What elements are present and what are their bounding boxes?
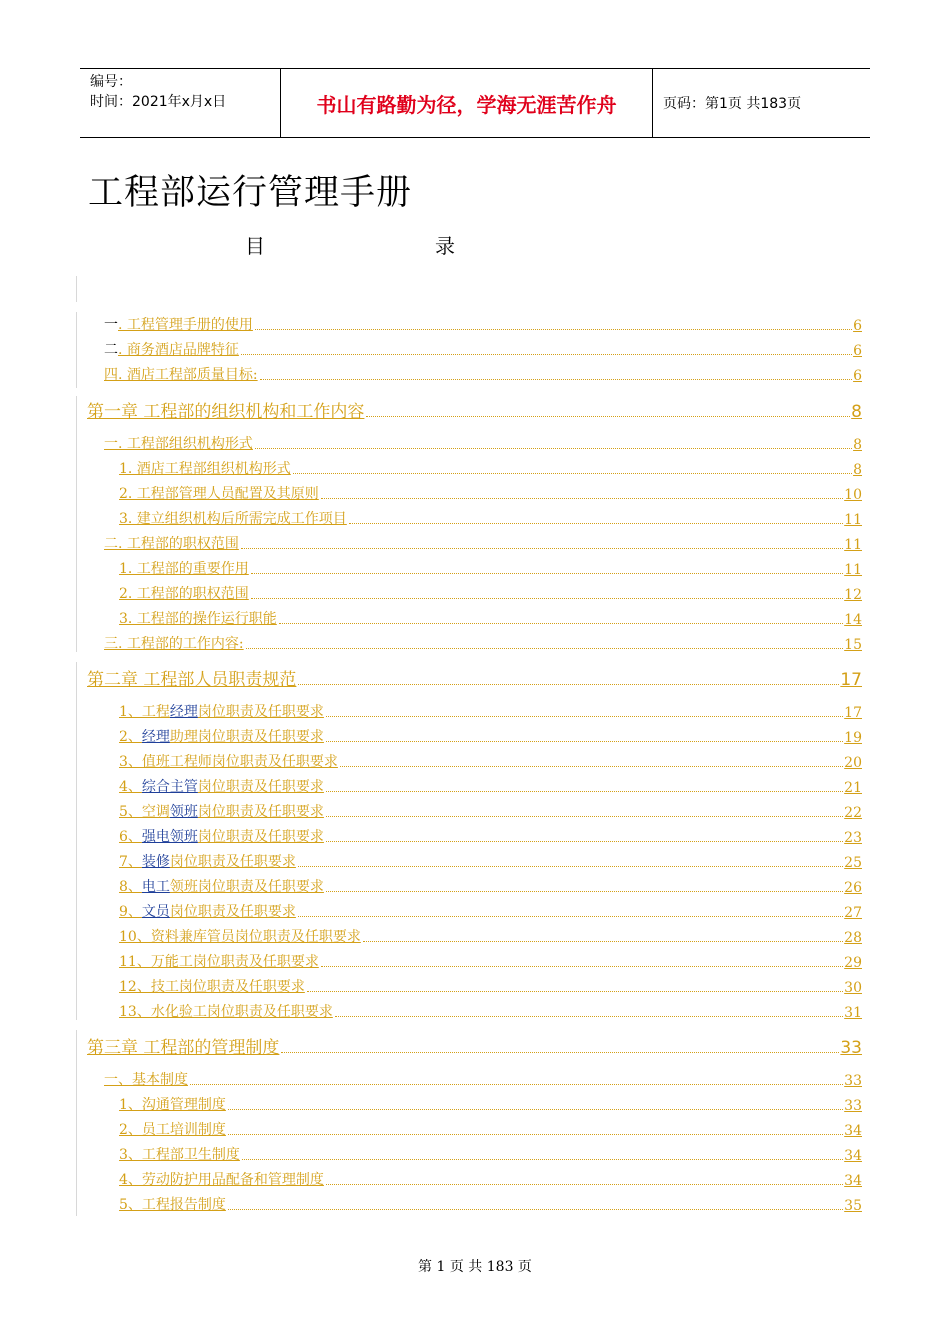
toc-heading-char-2: 录 (435, 234, 455, 258)
toc-entry-keyword: 强电领班 (141, 829, 198, 845)
toc-leader-dots (279, 623, 843, 624)
toc-entry-keyword: 电工 (141, 879, 170, 895)
toc-entry-label (104, 314, 253, 334)
toc-page-number: 10 (844, 487, 862, 503)
toc-leader-dots (326, 816, 843, 817)
toc-entry-keyword: 综合主管 (141, 779, 198, 795)
toc-entry-text: 岗位职责及任职要求 (169, 854, 296, 870)
toc-entry-label (119, 1194, 226, 1214)
toc-entry-text: 3. 建立组织机构后所需完成工作项目 (119, 511, 347, 527)
toc-entry-link[interactable] (119, 558, 862, 578)
toc-entry-label (119, 901, 296, 921)
toc-leader-dots (321, 498, 843, 499)
toc-entry-text: 第一章 工程部的组织机构和工作内容 (87, 402, 365, 422)
toc-entry-link[interactable] (119, 801, 862, 821)
toc-entry-link[interactable] (104, 1069, 862, 1089)
toc-entry-link[interactable] (119, 583, 862, 603)
toc-page-number: 31 (844, 1005, 862, 1021)
toc-entry-keyword: 装修 (141, 854, 170, 870)
toc-leader-dots (293, 473, 852, 474)
toc-page-number: 6 (853, 343, 862, 359)
toc-entry-label (104, 1069, 188, 1089)
doc-number-label: 编号： (90, 74, 132, 90)
toc-leader-dots (255, 448, 852, 449)
toc-entry-prefix: 12、技工岗位职责及任职要求 (119, 979, 305, 995)
header-page-info: 页码：第1页 共183页 (663, 96, 802, 112)
toc-leader-dots (326, 741, 843, 742)
margin-line (76, 276, 77, 302)
toc-entry-label (119, 801, 324, 821)
toc-page-number: 35 (844, 1198, 862, 1214)
toc-leader-dots (251, 598, 843, 599)
toc-page-number: 21 (844, 780, 862, 796)
toc-entry-link[interactable] (104, 433, 862, 453)
toc-entry-text: 3. 工程部的操作运行职能 (119, 611, 277, 627)
toc-entry-link[interactable] (104, 533, 862, 553)
toc-entry-link[interactable] (119, 851, 862, 871)
doc-time-label: 时间：2021年x月x日 (90, 94, 227, 110)
toc-page-number: 8 (851, 402, 862, 422)
toc-leader-dots (307, 991, 843, 992)
toc-entry-text: 三. 工程部的工作内容: (104, 636, 244, 652)
toc-entry-text: 岗位职责及任职要求 (169, 904, 296, 920)
toc-entry-text: . 工程管理手册的使用 (118, 317, 253, 333)
toc-entry-label (119, 1119, 226, 1139)
toc-entry-label (87, 665, 296, 690)
toc-leader-dots (326, 891, 843, 892)
toc-entry-label (104, 633, 244, 653)
toc-entry-text: 2. 工程部管理人员配置及其原则 (119, 486, 319, 502)
toc-entry-link[interactable] (119, 458, 862, 478)
toc-entry-label (104, 433, 253, 453)
toc-leader-dots (281, 1052, 839, 1053)
toc-entry-label (119, 458, 291, 478)
toc-entry-prefix: 3、值班工程师岗位职责及任职要求 (119, 754, 338, 770)
toc-entry-text: 岗位职责及任职要求 (197, 704, 324, 720)
toc-entry-prefix: 7、 (119, 854, 142, 870)
toc-entry-link[interactable] (104, 364, 862, 384)
toc-entry-text: 4、劳动防护用品配备和管理制度 (119, 1172, 324, 1188)
toc-entry-prefix: 1、工程 (119, 704, 170, 720)
toc-entry-link[interactable] (119, 508, 862, 528)
toc-entry-prefix: 4、 (119, 779, 142, 795)
toc-entry-link[interactable] (104, 339, 862, 359)
toc-page-number: 11 (844, 512, 862, 528)
header-motto: 书山有路勤为径，学海无涯苦作舟 (281, 69, 653, 137)
toc-leader-dots (241, 548, 843, 549)
margin-line (76, 396, 77, 652)
toc-entry-link[interactable] (119, 876, 862, 896)
toc-leader-dots (326, 1184, 843, 1185)
toc-leader-dots (366, 416, 850, 417)
toc-entry-label (119, 751, 338, 771)
toc-entry-link[interactable] (104, 633, 862, 653)
toc-page-number: 6 (853, 318, 862, 334)
toc-leader-dots (363, 941, 843, 942)
toc-entry-label (104, 339, 239, 359)
toc-entry-link[interactable] (119, 701, 862, 721)
toc-entry-label (104, 364, 258, 384)
toc-page-number: 8 (853, 462, 862, 478)
toc-entry-label (119, 483, 319, 503)
toc-leader-dots (298, 684, 839, 685)
toc-entry-text: 助理岗位职责及任职要求 (169, 729, 324, 745)
toc-leader-dots (326, 791, 843, 792)
toc-page-number: 8 (853, 437, 862, 453)
toc-heading (245, 230, 455, 259)
toc-entry-link[interactable] (119, 901, 862, 921)
toc-entry-link[interactable] (119, 1169, 862, 1189)
toc-entry-link[interactable] (119, 1144, 862, 1164)
toc-entry-link[interactable] (119, 1194, 862, 1214)
toc-entry-text: 1、沟通管理制度 (119, 1097, 226, 1113)
toc-entry-prefix: 5、空调 (119, 804, 170, 820)
toc-leader-dots (228, 1209, 843, 1210)
toc-entry-text: 岗位职责及任职要求 (197, 829, 324, 845)
toc-page-number: 11 (844, 562, 862, 578)
toc-entry-label (119, 876, 324, 896)
toc-entry-link[interactable] (119, 1094, 862, 1114)
toc-page-number: 33 (844, 1098, 862, 1114)
toc-entry-prefix: 6、 (119, 829, 142, 845)
toc-entry-link[interactable] (119, 1001, 862, 1021)
toc-entry-link[interactable] (119, 951, 862, 971)
toc-entry-label (119, 1144, 240, 1164)
toc-page-number: 26 (844, 880, 862, 896)
toc-page-number: 12 (844, 587, 862, 603)
toc-entry-label (119, 776, 324, 796)
toc-entry-label (119, 851, 296, 871)
toc-page-number: 28 (844, 930, 862, 946)
toc-leader-dots (242, 1159, 843, 1160)
page-footer: 第 1 页 共 183 页 (418, 1259, 532, 1275)
toc-leader-dots (255, 329, 852, 330)
toc-entry-text: 第三章 工程部的管理制度 (87, 1038, 280, 1058)
toc-entry-label (119, 1001, 333, 1021)
toc-entry-link[interactable] (119, 826, 862, 846)
toc-entry-prefix: 2、 (119, 729, 142, 745)
toc-page-number: 23 (844, 830, 862, 846)
header-meta (80, 69, 281, 137)
toc-page-number: 34 (844, 1148, 862, 1164)
toc-entry-text: 二. 工程部的职权范围 (104, 536, 239, 552)
toc-chapter-link[interactable] (87, 398, 862, 422)
toc-entry-text: 3、工程部卫生制度 (119, 1147, 240, 1163)
toc-entry-prefix: 13、水化验工岗位职责及任职要求 (119, 1004, 333, 1020)
toc-page-number: 15 (844, 637, 862, 653)
toc-entry-text: 第二章 工程部人员职责规范 (87, 670, 297, 690)
toc-page-number: 34 (844, 1123, 862, 1139)
toc-page-number: 22 (844, 805, 862, 821)
margin-line (76, 312, 77, 388)
toc-entry-label (119, 508, 347, 528)
toc-entry-label (119, 976, 305, 996)
toc-entry-link[interactable] (119, 926, 862, 946)
toc-entry-label (119, 951, 319, 971)
margin-line (76, 662, 77, 1020)
toc-page-number: 33 (840, 1038, 862, 1058)
toc-entry-label (119, 726, 324, 746)
toc-entry-prefix: 9、 (119, 904, 142, 920)
toc-leader-dots (228, 1109, 843, 1110)
toc-entry-link[interactable] (119, 751, 862, 771)
toc-entry-text: 一、基本制度 (104, 1072, 188, 1088)
toc-leader-dots (228, 1134, 843, 1135)
toc-leader-dots (251, 573, 843, 574)
toc-page-number: 17 (844, 705, 862, 721)
toc-entry-prefix: 10、资料兼库管员岗位职责及任职要求 (119, 929, 361, 945)
toc-entry-keyword: 文员 (141, 904, 170, 920)
toc-page-number: 11 (844, 537, 862, 553)
toc-page-number: 6 (853, 368, 862, 384)
toc-leader-dots (241, 354, 852, 355)
toc-leader-dots (298, 916, 843, 917)
toc-entry-prefix: 11、万能工岗位职责及任职要求 (119, 954, 319, 970)
toc-leader-dots (321, 966, 843, 967)
toc-page-number: 30 (844, 980, 862, 996)
toc-leader-dots (260, 379, 852, 380)
toc-entry-link[interactable] (119, 1119, 862, 1139)
toc-leader-dots (349, 523, 843, 524)
toc-entry-label (119, 701, 324, 721)
toc-page-number: 14 (844, 612, 862, 628)
toc-entry-keyword: 经理 (141, 729, 170, 745)
toc-entry-link[interactable] (104, 314, 862, 334)
toc-leader-dots (340, 766, 843, 767)
toc-entry-prefix: 一 (104, 317, 118, 333)
toc-entry-text: 2、员工培训制度 (119, 1122, 226, 1138)
toc-entry-label (119, 1169, 324, 1189)
toc-entry-label (119, 608, 277, 628)
toc-page-number: 27 (844, 905, 862, 921)
toc-entry-text: . 商务酒店品牌特征 (118, 342, 239, 358)
toc-entry-text: 一. 工程部组织机构形式 (104, 436, 253, 452)
toc-leader-dots (335, 1016, 843, 1017)
toc-chapter-link[interactable] (87, 666, 862, 690)
toc-entry-label (119, 826, 324, 846)
toc-entry-label (119, 583, 249, 603)
toc-entry-text: 1. 酒店工程部组织机构形式 (119, 461, 291, 477)
toc-entry-label (87, 1033, 279, 1058)
toc-entry-link[interactable] (119, 608, 862, 628)
toc-leader-dots (326, 716, 843, 717)
toc-entry-label (104, 533, 239, 553)
toc-leader-dots (246, 648, 844, 649)
toc-entry-text: 岗位职责及任职要求 (197, 804, 324, 820)
margin-line (76, 1030, 77, 1216)
toc-entry-text: 1. 工程部的重要作用 (119, 561, 249, 577)
toc-entry-label (119, 1094, 226, 1114)
toc-leader-dots (326, 841, 843, 842)
toc-entry-text: 岗位职责及任职要求 (197, 779, 324, 795)
toc-entry-keyword: 领班 (169, 804, 198, 820)
toc-page-number: 29 (844, 955, 862, 971)
toc-entry-label (87, 397, 364, 422)
toc-leader-dots (298, 866, 843, 867)
toc-entry-label (119, 926, 361, 946)
toc-entry-prefix: 二 (104, 342, 118, 358)
toc-entry-prefix: 8、 (119, 879, 142, 895)
toc-entry-text: 领班岗位职责及任职要求 (169, 879, 324, 895)
toc-entry-text: 四. 酒店工程部质量目标: (104, 367, 258, 383)
toc-entry-label (119, 558, 249, 578)
page-header (80, 68, 870, 138)
toc-leader-dots (190, 1084, 843, 1085)
toc-entry-link[interactable] (119, 726, 862, 746)
toc-entry-text: 2. 工程部的职权范围 (119, 586, 249, 602)
toc-page-number: 17 (840, 670, 862, 690)
toc-entry-link[interactable] (119, 976, 862, 996)
toc-page-number: 25 (844, 855, 862, 871)
toc-page-number: 34 (844, 1173, 862, 1189)
toc-page-number: 20 (844, 755, 862, 771)
toc-entry-link[interactable] (119, 776, 862, 796)
toc-page-number: 33 (844, 1073, 862, 1089)
toc-entry-text: 5、工程报告制度 (119, 1197, 226, 1213)
toc-heading-char-1: 目 (245, 234, 265, 258)
toc-entry-keyword: 经理 (169, 704, 198, 720)
toc-chapter-link[interactable] (87, 1034, 862, 1058)
toc-page-number: 19 (844, 730, 862, 746)
toc-entry-link[interactable] (119, 483, 862, 503)
document-title: 工程部运行管理手册 (88, 173, 413, 213)
